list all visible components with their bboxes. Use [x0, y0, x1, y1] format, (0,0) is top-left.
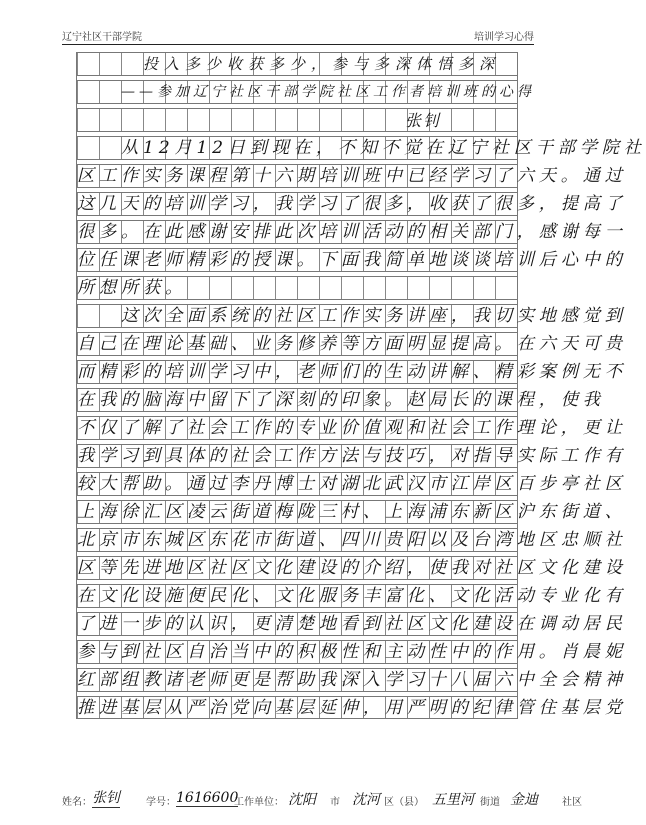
essay-title: 投入多少收获多少，参与多深体悟多深: [143, 55, 501, 73]
grid-line: [77, 556, 627, 579]
grid-line: [77, 416, 627, 439]
grid-line: [77, 332, 627, 355]
essay-line: 自己在理论基础、业务修养等方面明显提高。在六天可贵: [77, 334, 627, 354]
essay-line: 所想所获。: [77, 278, 187, 298]
street-unit: 街道: [480, 797, 500, 808]
grid-line-title: [77, 52, 517, 75]
grid-line: [77, 444, 627, 467]
name-value: 张钊: [92, 787, 120, 808]
district-unit: 区（县）: [384, 797, 424, 808]
grid-line-subtitle: [77, 80, 535, 103]
essay-line: 很多。在此感谢安排此次培训活动的相关部门，感谢每一: [77, 222, 627, 242]
grid-line: [77, 276, 517, 299]
essay-line: 上海徐汇区凌云街道梅陇三村、上海浦东新区沪东街道、: [77, 502, 627, 522]
grid-line: [77, 388, 605, 411]
grid-line: [77, 360, 627, 383]
document-type: 培训学习心得: [474, 32, 534, 43]
community-value: 金迪: [510, 792, 538, 808]
grid-line: [77, 640, 627, 663]
grid-line: [77, 248, 627, 271]
student-id-label: 学号：: [146, 797, 176, 808]
street-value: 五里河: [432, 792, 474, 808]
work-unit-label: 工作单位：: [234, 797, 284, 808]
essay-line: 这次全面系统的社区工作实务讲座，我切实地感觉到: [121, 306, 627, 326]
essay-line: 红部组教诸老师更是帮助我深入学习十八届六中全会精神: [77, 670, 627, 690]
essay-line: 区工作实务课程第十六期培训班中已经学习了六天。通过: [77, 166, 627, 186]
essay-line: 区等先进地区社区文化建设的介绍，使我对社区文化建设: [77, 558, 627, 578]
essay-line: 较大帮助。通过李丹博士对湖北武汉市江岸区百步亭社区: [77, 474, 627, 494]
essay-line: 北京市东城区东花市街道、四川贵阳以及台湾地区忠顺社: [77, 530, 627, 550]
essay-line: 推进基层从严治党向基层延伸，用严明的纪律管住基层党: [77, 698, 627, 718]
city-value: 沈阳: [288, 792, 316, 808]
grid-line: [77, 220, 627, 243]
grid-line: [77, 500, 627, 523]
header-rule: [62, 44, 534, 45]
essay-line: 在我的脑海中留下了深刻的印象。赵局长的课程，使我: [77, 390, 605, 410]
grid-line: [77, 528, 627, 551]
grid-line: [77, 472, 627, 495]
essay-line: 了进一步的认识，更清楚地看到社区文化建设在调动居民: [77, 614, 627, 634]
name-label: 姓名：: [62, 797, 92, 808]
essay-line: 而精彩的培训学习中，老师们的生动讲解、精彩案例无不: [77, 362, 627, 382]
essay-line: 我学习到具体的社会工作方法与技巧，对指导实际工作有: [77, 446, 627, 466]
grid-line: [77, 668, 627, 691]
grid-line: [77, 164, 627, 187]
essay-author: 张钊: [405, 111, 442, 130]
grid-line: [77, 304, 627, 327]
community-unit: 社区: [562, 797, 582, 808]
essay-line: 位任课老师精彩的授课。下面我简单地谈谈培训后心中的: [77, 250, 627, 270]
essay-line: 不仅了解了社会工作的专业价值观和社会工作理论，更让: [77, 418, 627, 438]
grid-line: [77, 136, 646, 159]
essay-line: 在文化设施便民化、文化服务丰富化、文化活动专业化有: [77, 586, 627, 606]
essay-subtitle: ——参加辽宁社区干部学院社区工作者培训班的心得: [121, 84, 535, 100]
essay-line: 这几天的培训学习，我学习了很多，收获了很多，提高了: [77, 194, 627, 214]
essay-line: 从12月12日到现在，不知不觉在辽宁社区干部学院社: [121, 138, 646, 158]
institution-name: 辽宁社区干部学院: [62, 32, 142, 43]
grid-line: [77, 584, 627, 607]
essay-line: 参与到社区自治当中的积极性和主动性中的作用。肖晨妮: [77, 642, 627, 662]
district-value: 沈河: [352, 792, 380, 808]
city-unit: 市: [330, 797, 340, 808]
writing-grid: [76, 52, 646, 719]
grid-line: [77, 612, 627, 635]
student-id-value: 1616600: [176, 790, 239, 806]
grid-line-author: [77, 108, 517, 131]
grid-line: [77, 696, 627, 719]
grid-line: [77, 192, 627, 215]
